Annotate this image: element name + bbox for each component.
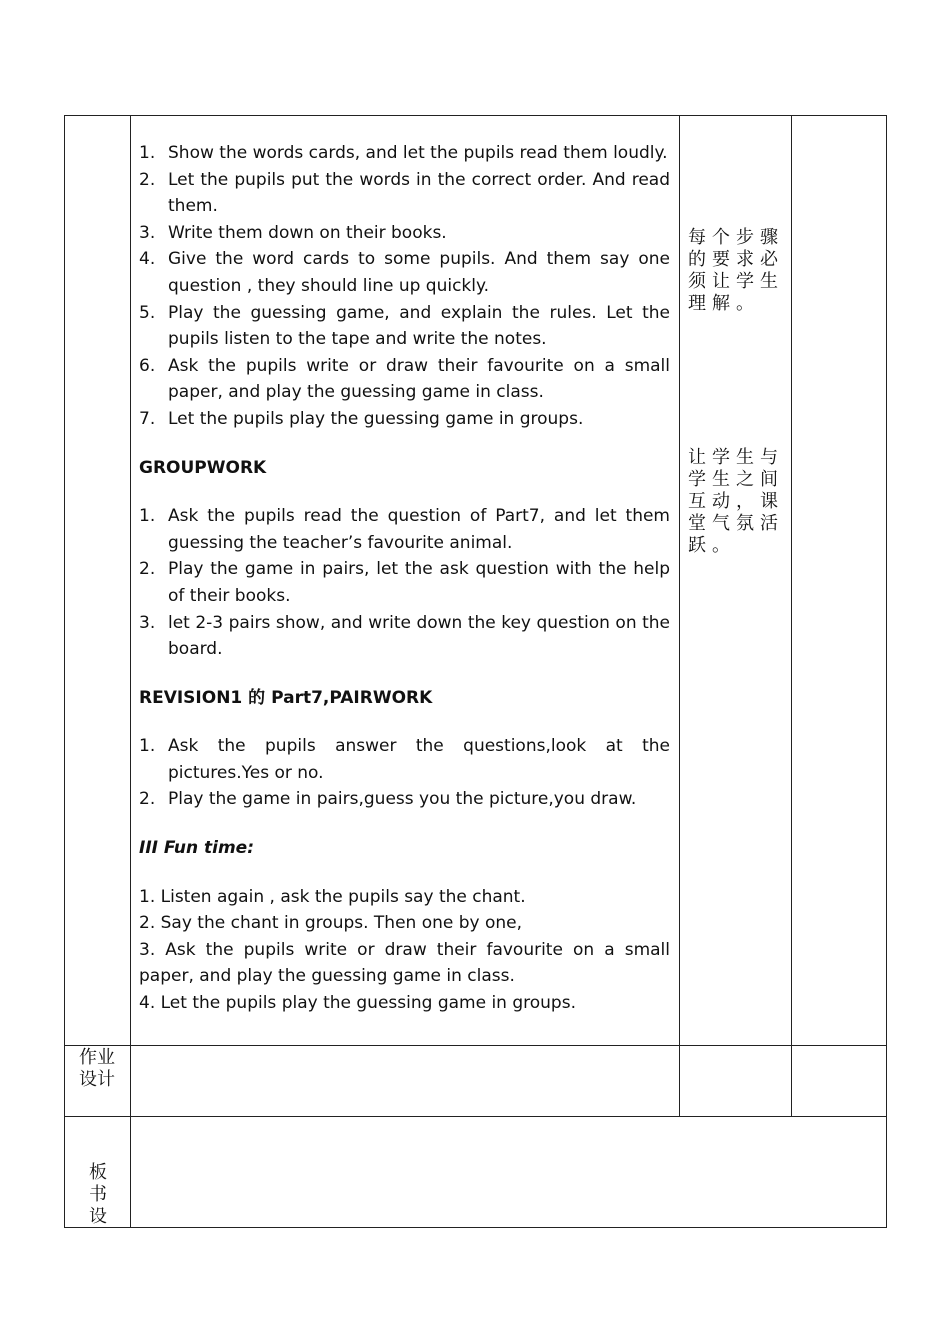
list-item: 1. Listen again , ask the pupils say the chant. xyxy=(139,886,526,907)
note-requirements: 每个步骤的要求必须让学生理解。 xyxy=(688,227,784,314)
table-right-border xyxy=(886,115,887,1228)
table-bottom-border xyxy=(64,1227,887,1228)
steps-main-list xyxy=(139,140,670,433)
table-top-border xyxy=(64,115,887,116)
row-divider-board xyxy=(64,1116,887,1117)
list-item: 1. Ask the pupils read the question of Part7, and let them guessing the teacher’s favourite animal. xyxy=(139,506,670,553)
fun-time-heading: III Fun time: xyxy=(139,838,254,859)
list-item: 7. Let the pupils play the guessing game in groups. xyxy=(139,408,584,429)
col-divider-1 xyxy=(130,115,131,1228)
list-item: 5. Play the guessing game, and explain the rules. Let the pupils listen to the tape and write the notes. xyxy=(139,302,670,350)
homework-label: 作业设计 xyxy=(79,1047,115,1090)
list-item: 4. Give the word cards to some pupils. And them say one question , they should line up quickly. xyxy=(139,249,670,296)
row-divider-homework xyxy=(64,1045,887,1046)
col-divider-2 xyxy=(679,115,680,1117)
list-item: 1. Ask the pupils answer the questions,look at the pictures.Yes or no. xyxy=(139,736,670,783)
procedure-content xyxy=(139,140,670,1017)
board-label: 板书设 xyxy=(89,1162,107,1227)
list-item: 1. Show the words cards, and let the pupils read them loudly. xyxy=(139,143,668,163)
list-item: 6. Ask the pupils write or draw their favourite on a small paper, and play the guessing game in class. xyxy=(139,355,670,403)
list-item: 3. Write them down on their books. xyxy=(139,222,447,243)
fun-time-list xyxy=(139,884,670,1017)
col-divider-3 xyxy=(791,115,792,1117)
revision-list xyxy=(139,733,670,813)
list-item: 2. Play the game in pairs, let the ask question with the help of their books. xyxy=(139,559,670,606)
list-item: 3. let 2-3 pairs show, and write down the key question on the board. xyxy=(139,612,670,660)
list-item: 3. Ask the pupils write or draw their favourite on a small paper, and play the guessing game in class. xyxy=(139,939,670,987)
table-left-border xyxy=(64,115,65,1228)
list-item: 2. Let the pupils put the words in the correct order. And read them. xyxy=(139,169,670,217)
list-item: 4. Let the pupils play the guessing game in groups. xyxy=(139,993,576,1014)
groupwork-heading: GROUPWORK xyxy=(139,457,267,478)
list-item: 2. Play the game in pairs,guess you the picture,you draw. xyxy=(139,789,637,810)
list-item: 2. Say the chant in groups. Then one by one, xyxy=(139,913,523,934)
revision-heading: REVISION1 的 Part7,PAIRWORK xyxy=(139,687,433,708)
groupwork-list xyxy=(139,503,670,663)
note-interaction: 让学生与学生之间互动，课堂气氛活跃。 xyxy=(688,447,784,556)
